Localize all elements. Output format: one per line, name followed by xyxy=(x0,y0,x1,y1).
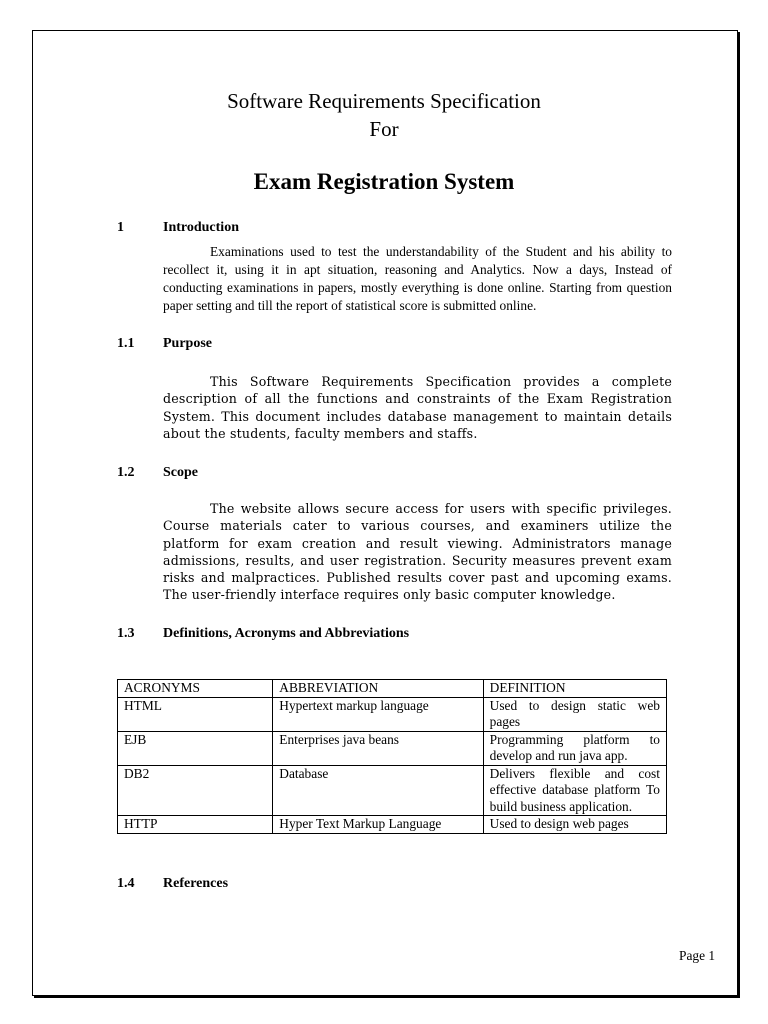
document-title-line1: Software Requirements Specification xyxy=(227,89,541,113)
section-number-references: 1.4 xyxy=(117,876,135,891)
section-number-intro: 1 xyxy=(117,220,124,235)
section-number-purpose: 1.1 xyxy=(117,336,135,351)
scope-paragraph: The website allows secure access for users with specific privileges. Course materials cater to various courses, and examiners utilize the platform for exam creation and result viewing. Administrators manage admissions, results, and user registration. Security measures prevent exam risks and malpractices. Published results cover past and upcoming exams. The user-friendly interface requires only basic computer knowledge. xyxy=(163,501,672,603)
table-cell: Used to design static web pages xyxy=(483,697,666,731)
table-header-cell: ABBREVIATION xyxy=(273,680,483,698)
acronyms-table xyxy=(117,679,667,834)
table-row xyxy=(118,731,667,765)
section-title-intro: Introduction xyxy=(163,220,239,235)
table-cell: Hypertext markup language xyxy=(273,697,483,731)
document-title-line2: For xyxy=(369,117,399,141)
section-title-scope: Scope xyxy=(163,465,198,480)
page-number: Page 1 xyxy=(679,948,716,963)
table-header-cell: ACRONYMS xyxy=(118,680,273,698)
table-header-row xyxy=(118,680,667,698)
table-cell: Hyper Text Markup Language xyxy=(273,816,483,834)
table-cell: HTTP xyxy=(118,816,273,834)
table-cell: DB2 xyxy=(118,765,273,816)
table-header-cell: DEFINITION xyxy=(483,680,666,698)
table-row xyxy=(118,765,667,816)
purpose-paragraph: This Software Requirements Specification provides a complete description of all the functions and constraints of the Exam Registration System. This document includes database management to maintain details about the students, faculty members and staffs. xyxy=(163,374,672,441)
system-title: Exam Registration System xyxy=(253,169,515,194)
intro-paragraph: Examinations used to test the understandability of the Student and his ability to recollect it, using it in apt situation, reasoning and Analytics. Now a days, Instead of conducting examinations in papers, mostly everything is done online. Starting from question paper setting and till the report of statistical score is submitted online. xyxy=(163,244,672,313)
section-number-definitions: 1.3 xyxy=(117,626,135,641)
section-number-scope: 1.2 xyxy=(117,465,135,480)
table-cell: Delivers flexible and cost effective database platform To build business application. xyxy=(483,765,666,816)
table-cell: Database xyxy=(273,765,483,816)
table-cell: Enterprises java beans xyxy=(273,731,483,765)
section-title-references: References xyxy=(163,876,229,891)
table-cell: Used to design web pages xyxy=(483,816,666,834)
table-cell: HTML xyxy=(118,697,273,731)
section-title-purpose: Purpose xyxy=(163,336,212,351)
table-row xyxy=(118,697,667,731)
table-row xyxy=(118,816,667,834)
section-title-definitions: Definitions, Acronyms and Abbreviations xyxy=(163,626,410,641)
table-cell: EJB xyxy=(118,731,273,765)
table-cell: Programming platform to develop and run java app. xyxy=(483,731,666,765)
